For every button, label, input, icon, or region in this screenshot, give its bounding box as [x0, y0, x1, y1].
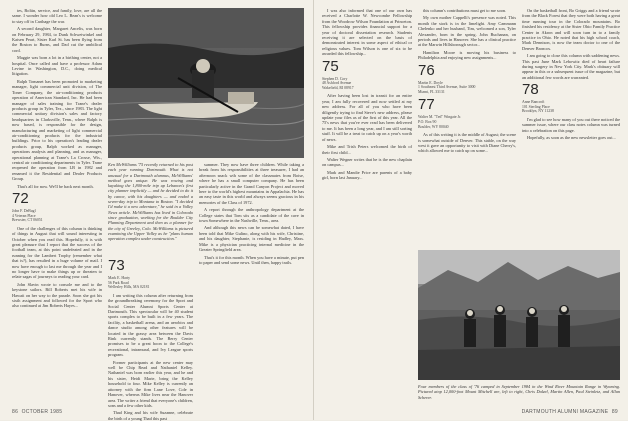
paragraph: this column's contributions must get to me soon.	[423, 8, 507, 13]
address-line: Boulder, WY 80040	[418, 124, 449, 129]
paragraph: I was also informed that one of our own has received a Charlotte W. Newcombe Fellowship from the Woodrow Wilson Foundation at Princeton. This fellowship provides financial support for a year of doctoral dissertation research. Students receiving it are selected on the basis of demonstrated interest in some aspect of ethical or religious values. Tom Wilson is one of six to be awarded this fellowship...	[322, 8, 412, 57]
mountain-photo-image	[418, 250, 620, 380]
address-line: John F. DeBugl	[12, 209, 36, 213]
col1-top-text	[12, 8, 102, 189]
address-line: 4 Veteran Place	[12, 213, 36, 218]
paragraph: Mark and Mandie Price are parents of a baby girl, born last January...	[322, 169, 412, 181]
folio	[12, 409, 62, 415]
paragraph: One of the challenges of this column is thinking of things in August that will sound interesting in October when you read this. Hopefully, it is with great pleasure that I report that the success of the football team, at this point undefeated and in the running for the Lambert Trophy (remember what that is?), has resulted in a huge volume of mail. I now have enough to last me through the year and I no longer have to make things up or threaten to relate sagas of journeys to reading your card.	[12, 225, 102, 280]
canoe-photo-image	[108, 8, 304, 158]
column-2	[199, 162, 304, 406]
class-number: 78	[522, 81, 539, 99]
paragraph: I'm glad to see how many of you out there noticed the summer issue, where our class notes column was turned into a celebration on this page.	[522, 117, 620, 133]
address-line: Brooklyn, NY 11238	[522, 109, 554, 114]
paragraph: And although this news can be somewhat dated, I have been told that Mike Gulino, along with his wife, Christine, and his daughter, Stephanie, is residing in Hadley, Mass. Mike is a physician practicing internal medicine in the Greater Springfield area.	[199, 225, 304, 253]
column-2b	[108, 257, 193, 421]
canoe-photo	[108, 8, 304, 158]
paragraph: On the basketball front, Bo Griggs and a friend wrote from the Black Forest that they were both having a great time running tour in the Colorado mountains. Bo finished his residency at the Sister Ohio Family Practice Center in Akron and will soon turn in to a family practice in Ohio. He noted that his high school coach, Mark Dennison, is now the team doctor to one of the Denver Broncos.	[522, 8, 620, 51]
address-line: Wakefield, RI 08917	[322, 85, 354, 90]
class-number: 77	[418, 96, 435, 114]
class-address	[418, 81, 516, 95]
class-address	[418, 115, 516, 129]
paragraph: Walter Wegner writes that he is the new chaplain on campus...	[322, 156, 412, 168]
paragraph: I am writing this column after returning from the groundbreaking ceremony for the Sport and Social Center Alumni Sports Center at Dartmouth. This spectacular will be 40 student sports complex to be built in a few years. The facility, a basketball arena, and an aerobics and dance studio among other features will be located in the grassy area between the Davis Rink currently stands. The Berry Center promises to be a great boon to the College's recreational, intramural, and Ivy League sports program.	[108, 292, 193, 358]
paragraph: Hamilton Moore is moving his business to Philadelphia and enjoying new assignments...	[418, 49, 516, 61]
address-line: 101 Sterling Place	[522, 104, 550, 109]
column-1	[12, 8, 102, 406]
folio	[522, 409, 618, 415]
paragraph: Maggie was born a lot in a birthing center, not a hospital. Once called and have a professor Adam Levine in Washington, D.C., doing medical litigation.	[12, 55, 102, 77]
address-line: Miami, FL 33131	[418, 89, 445, 94]
address-line: Mark E. Harty	[108, 276, 131, 280]
paragraph: That's all for now. We'll be back next month.	[17, 183, 94, 189]
paragraph: Ralph Tomanet has been promoted to marketing manager, light commercial unit division, of The Toner Company, the air-conditioning products operation of American Standard, Inc. He had been manager of sales training for Trane's dealer products group in Tyler, Tex., since 1983. The light commercial unitary division's sales and factory headquarters in Clarksville, Tenn., where Ralph is now based, is responsible for the design, manufacturing and marketing of light commercial air-conditioning products for the industrial buildings. Prior to his operation's leading dealer products group, Ralph worked as manager, operations analysis and planning, and as manager, operational planning at Trane's La Crosse, Wis., central air conditioning departments in Tyler. Trane reopened the operation from LB in 1982 and renamed it the Residential and Dealer Products Group.	[12, 78, 102, 182]
paragraph: Former participants at the new center may well be Chip Read and Nathaniel Kelley. Nathaniel was born earlier this year, and he and his sister, Heidi Marie, bring the Kelley household to four. Mike Kelley is currently an attorney with the firm Lane Love, Cole in Hanover, whereas Mike lives near the Hanover area. The writer a friend that everyone's children, sons and a few other kids.	[108, 359, 193, 408]
address-line: 56 Park Road	[108, 280, 129, 285]
paragraph: A second daughter, Margaret Ancelis, was born on February 29, 1984, to Dunk Schweiwinkel and Kaisen Peart, Sister Karl St. has been flying from the Boston to Burns, and Dad cut the umbilical cord.	[12, 26, 102, 53]
class-address	[108, 276, 193, 290]
paragraph: I am going to close this column with saddening news. This past June Mark Lebowitz died of heart failure during surgery in New York City. Mark's obituary will appear in this or a subsequent issue of the magazine, but an additional few words are warranted.	[522, 53, 620, 80]
column-5	[522, 8, 620, 244]
paragraph: After having been lost in transit for an entire year, I am fully recovered and now settled at my new address. For all of you who have been diligently trying to find Steve's new address, please update your files as of the first of this year. All the 75's news that you've ever read has been delivered to me. It has been a long year, and I am still sorting stuff. It will be a treat to catch up on a year's worth of news.	[322, 93, 412, 142]
column-3	[322, 8, 412, 406]
class-address	[522, 100, 620, 114]
magazine-name: DARTMOUTH ALUMNI MAGAZINE	[521, 409, 609, 415]
class-number: 72	[12, 190, 29, 207]
issue-date: OCTOBER 1985	[21, 409, 63, 415]
right-page	[314, 0, 628, 420]
class-number: 75	[322, 57, 339, 75]
paragraph: John Slavin wrote to console me and to the keystone sailors. Bill Roberts met his wife in Hawaii on her way to the parade. Soon she got his sixth assignment and followed for the Sport who also continued at Jim Roberts Hayes...	[12, 281, 102, 309]
paragraph: Hopefully, as soon as the new newsletter goes out...	[527, 135, 616, 141]
address-line: Martin E. Doyle	[418, 80, 443, 85]
page-number: 89	[611, 409, 618, 415]
photo-caption-right: Four members of the class of '76 camped in September 1984 in the Wind River Mountain Range in Wyoming. Pictured atop 12,000-foot Mount Mitchell are, left to right, Chris Dalzel, Martin Allen, Paul Steinletz, and Allan Scherer.	[418, 384, 620, 400]
paragraph: Thad King and his wife Suzanne, celebrate the birth of a young Thad this past	[108, 410, 193, 421]
address-line: Walter M. "Ted" Wingate Jr.	[418, 115, 462, 120]
address-line: P.O. Box 90	[418, 120, 437, 125]
paragraph: summer. They now have three children. While taking a break from his responsibilities at three treasurer, I had an afternoon snack wth some of the classmates from Boise, where he has a small computer company. He has been particularly active in the Grand Canyon Project and moved here to the world's highest mountains in Appalachia. He has an easy taste in this world and always seems gracious in his memories of the Class of 1972.	[199, 162, 304, 205]
address-line: Brewster, CT 06051	[12, 218, 43, 223]
class-address	[322, 77, 412, 91]
address-line: Stephen D. Cory	[322, 76, 348, 81]
paragraph: My own mother Cappelli's presence was noted. This month the stork is in the limelight. Amy Cammann Chelenko and her husband, Tim, welcomed a son, Tyler Alexander, born in the spring. John Buchanan, on periods and lives in Hanover. She has a clinical practice at the Marwin Hillsborough sector...	[418, 15, 516, 48]
class-number: 76	[418, 61, 435, 79]
page-number: 86	[12, 409, 19, 415]
address-line: Wellesley Hills, MA 02181	[108, 285, 150, 290]
paragraph: A report through the anthropology department at the College states that Tom sits as a candidate of the cave in town Somewhere in the Nashville, Tenn., area.	[199, 207, 304, 224]
paragraph: tes, Boltin, service, and family, love, are all the same. I wonder how old Leo L. Bean's is welcome to stay off in Carthage the war.	[12, 8, 102, 24]
class-number: 73	[108, 257, 125, 274]
class-address	[12, 209, 102, 223]
address-line: 48 Ashford Avenue	[322, 81, 352, 86]
paragraph: As of this writing it is the middle of August; the scene is somewhat outside of Denver. This stable, on the way west it gave an opportunity to visit with Diane Cherry's, which allowed me to catch up on some...	[418, 132, 516, 154]
photo-caption-left: Ken McWilliams '75 recently returned to his post each year running Dartmouth. What is not unusual for a Dartmouth alumnus, McWilliams' method goes unique. He was rowing and kayaking the 1,800-mile trip up Lebanon's first city planner implicitly — and he decided to do it by canoe, with his daughters — and ended a seven-day trip to Montana to Boston. "I decided I'd make it a new adventure," he said in a Valley News article. McWilliams has lived in Colorado since graduation, working for the Boulder City Planning Department and then as a planner for the city of Greeley, Colo. McWilliams is pictured examining the Upper Valley as he "plans human operation complex under construction."	[108, 162, 193, 242]
paragraph: Mike and Trish Peters welcomed the birth of their first child...	[322, 144, 412, 155]
address-line: Anne Bancroft	[522, 100, 545, 105]
address-line: 1 Southeast Third Avenue, Suite 3000	[418, 85, 476, 90]
left-page	[0, 0, 314, 420]
paragraph: That's it for this month. When you have a minute, put pen to paper and send some news. Until then, happy trails.	[199, 254, 304, 265]
mountain-photo	[418, 250, 620, 380]
